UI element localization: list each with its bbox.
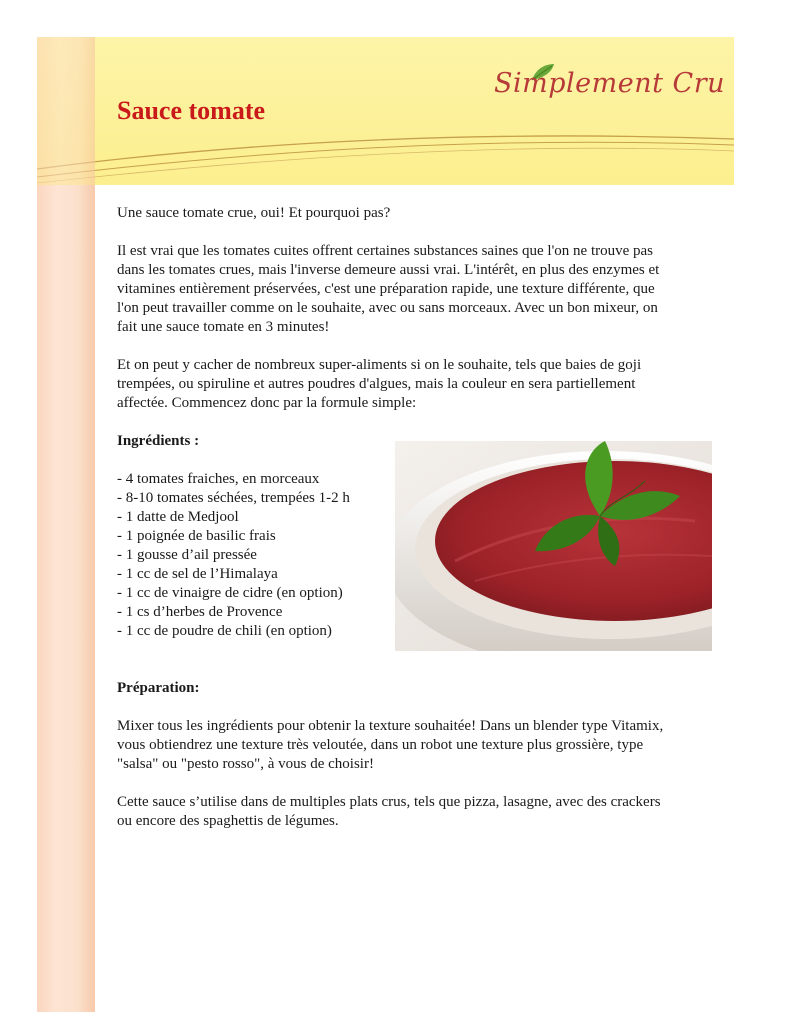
ingredient-item: - 8-10 tomates séchées, trempées 1-2 h [117,490,350,506]
tomato-sauce-photo [395,441,712,651]
ingredient-item: - 1 cc de sel de l’Himalaya [117,566,278,582]
ingredient-item: - 1 cc de poudre de chili (en option) [117,623,332,639]
ingredient-item: - 1 cc de vinaigre de cidre (en option) [117,585,343,601]
preparation-paragraph-1: Mixer tous les ingrédients pour obtenir la texture souhaitée! Dans un blender type Vitamix, vous obtiendrez une texture très veloutée, dans un robot une texture plus grossière, type "salsa" ou "pesto rosso", à vous de choisir! [117,718,664,772]
logo-text: Simplement Cru [494,68,725,99]
side-bar-header-overlap [37,37,95,185]
preparation-heading: Préparation: [117,680,200,696]
preparation-paragraph-2: Cette sauce s’utilise dans de multiples plats crus, tels que pizza, lasagne, avec des crackers ou encore des spaghettis de légumes. [117,794,661,829]
logo [494,62,724,112]
paragraph-2: Et on peut y cacher de nombreux super-aliments si on le souhaite, tels que baies de goji trempées, ou spiruline et autres poudres d'algues, mais la couleur en sera partiellement affectée. Commencez donc par la formule simple: [117,357,642,411]
intro-text: Une sauce tomate crue, oui! Et pourquoi pas? [117,205,391,221]
ingredient-item: - 1 gousse d’ail pressée [117,547,257,563]
page-title: Sauce tomate [117,96,266,125]
ingredient-item: - 1 poignée de basilic frais [117,528,276,544]
ingredient-item: - 1 datte de Medjool [117,509,239,525]
sauce-bowl-illustration [395,441,712,651]
ingredients-heading: Ingrédients : [117,433,200,449]
ingredient-item: - 1 cs d’herbes de Provence [117,604,283,620]
ingredient-item: - 4 tomates fraiches, en morceaux [117,471,320,487]
paragraph-1: Il est vrai que les tomates cuites offrent certaines substances saines que l'on ne trouve pas dans les tomates crues, mais l'inverse demeure aussi vrai. L'intérêt, en plus des enzymes et vitamines entièrement préservées, c'est une préparation rapide, une texture différente, que l'on peut travailler comme on le souhaite, avec ou sans morceaux. Avec un bon mixeur, on fait une sauce tomate en 3 minutes! [117,243,660,335]
